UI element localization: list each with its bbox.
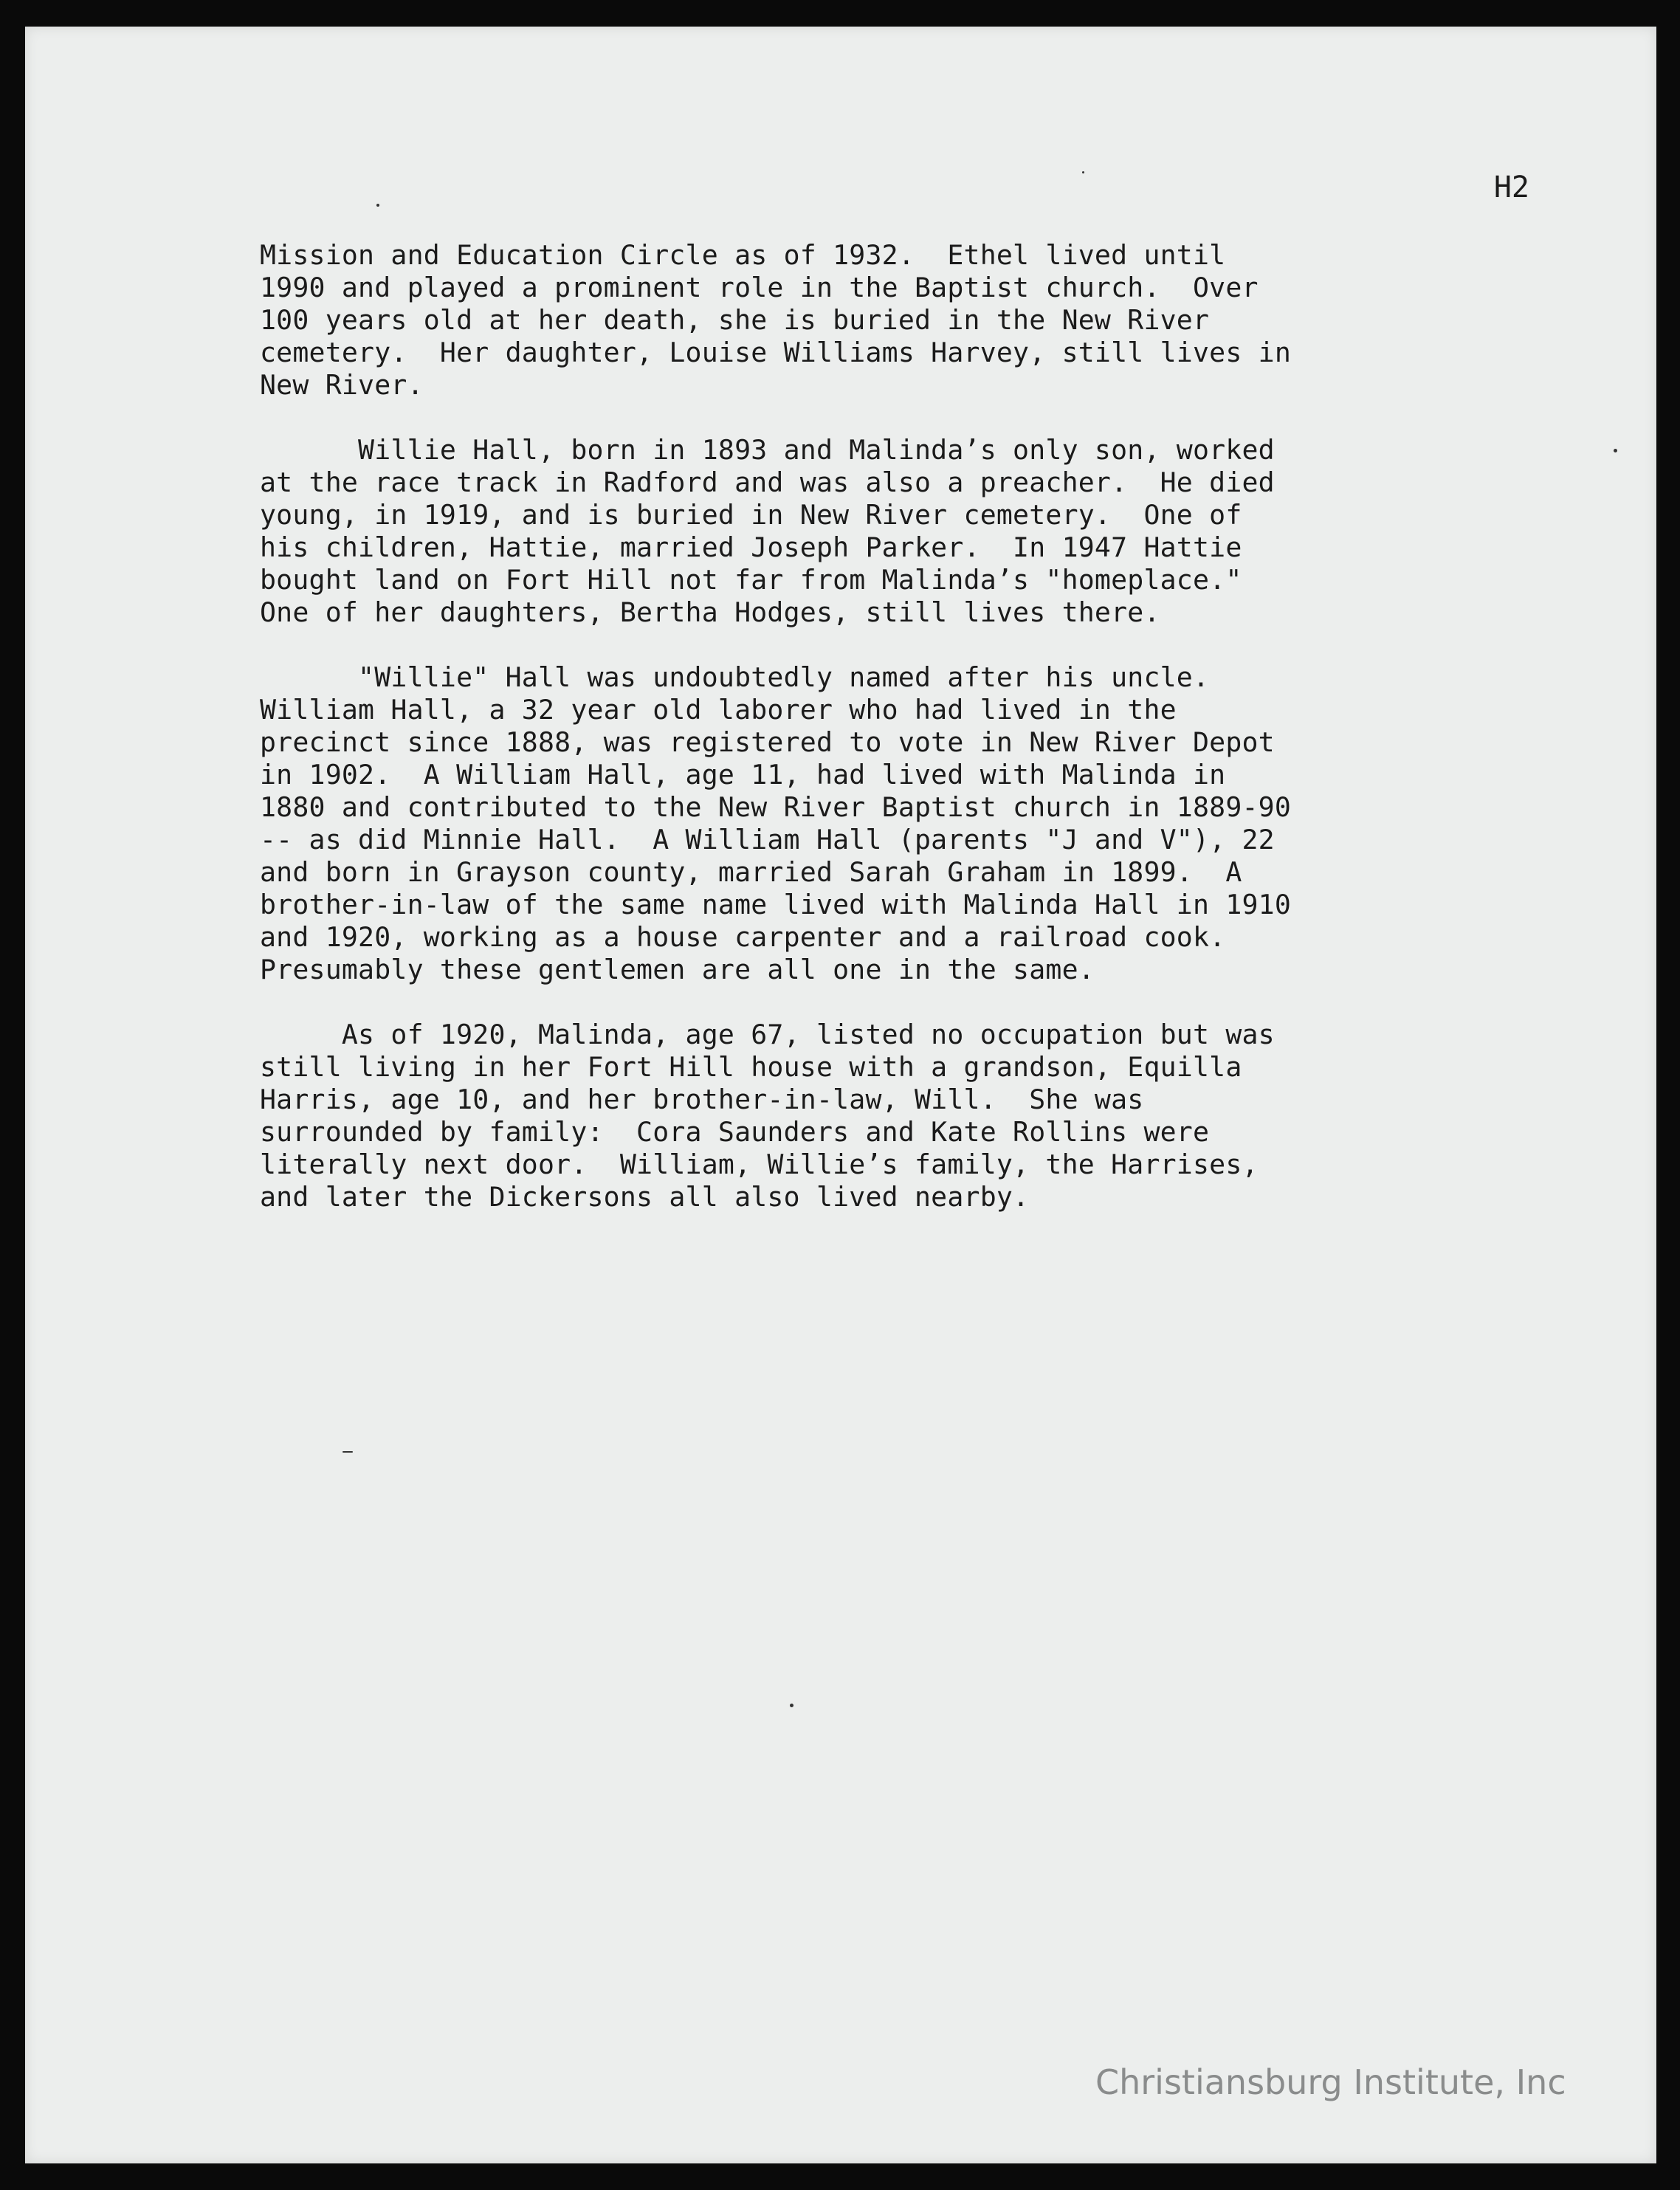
paper-speck: [790, 1704, 793, 1707]
paper-speck: [376, 204, 379, 207]
text-line: "Willie" Hall was undoubtedly named after his uncle.: [260, 661, 1210, 693]
text-line: bought land on Fort Hill not far from Malinda’s "homeplace.": [260, 564, 1242, 596]
paper-speck: [342, 1451, 353, 1453]
text-line: cemetery. Her daughter, Louise Williams Harvey, still lives in: [260, 337, 1292, 368]
text-line: -- as did Minnie Hall. A William Hall (parents "J and V"), 22: [260, 824, 1275, 855]
text-line: young, in 1919, and is buried in New River cemetery. One of: [260, 499, 1242, 531]
text-line: 1880 and contributed to the New River Baptist church in 1889-90: [260, 791, 1292, 823]
text-line: precinct since 1888, was registered to vote in New River Depot: [260, 726, 1275, 758]
paragraph-malinda-1920: [260, 1019, 1529, 1213]
paragraph-willie-hall: [260, 434, 1529, 629]
paragraph-ethel: [260, 239, 1529, 402]
text-line: at the race track in Radford and was also a preacher. He died: [260, 466, 1275, 498]
text-line: One of her daughters, Bertha Hodges, still lives there.: [260, 596, 1160, 628]
text-line: Harris, age 10, and her brother-in-law, Will. She was: [260, 1084, 1144, 1115]
page-number: H2: [1493, 171, 1529, 204]
text-line: surrounded by family: Cora Saunders and Kate Rollins were: [260, 1116, 1210, 1148]
text-line: in 1902. A William Hall, age 11, had lived with Malinda in: [260, 759, 1226, 791]
text-line: Willie Hall, born in 1893 and Malinda’s only son, worked: [260, 434, 1275, 466]
text-line: 100 years old at her death, she is buried in the New River: [260, 304, 1210, 336]
text-line: William Hall, a 32 year old laborer who had lived in the: [260, 694, 1177, 726]
text-line: Mission and Education Circle as of 1932. Ethel lived until: [260, 239, 1226, 271]
paragraph-william-hall: [260, 661, 1529, 986]
text-line: brother-in-law of the same name lived with Malinda Hall in 1910: [260, 889, 1292, 920]
text-line: his children, Hattie, married Joseph Parker. In 1947 Hattie: [260, 531, 1242, 563]
text-line: and 1920, working as a house carpenter and a railroad cook.: [260, 921, 1226, 953]
text-line: still living in her Fort Hill house with a grandson, Equilla: [260, 1051, 1242, 1083]
text-line: 1990 and played a prominent role in the Baptist church. Over: [260, 272, 1259, 303]
watermark-text: Christiansburg Institute, Inc: [1095, 2062, 1566, 2102]
paper-speck: [1614, 449, 1617, 452]
text-line: New River.: [260, 369, 424, 401]
paper-speck: [1082, 171, 1084, 173]
body-text: [260, 239, 1529, 1246]
text-line: and later the Dickersons all also lived nearby.: [260, 1181, 1030, 1213]
typed-page: [25, 27, 1656, 2163]
text-line: and born in Grayson county, married Sarah Graham in 1899. A: [260, 856, 1242, 888]
text-line: As of 1920, Malinda, age 67, listed no occupation but was: [260, 1019, 1275, 1050]
text-line: Presumably these gentlemen are all one in the same.: [260, 954, 1095, 985]
text-line: literally next door. William, Willie’s family, the Harrises,: [260, 1149, 1259, 1180]
